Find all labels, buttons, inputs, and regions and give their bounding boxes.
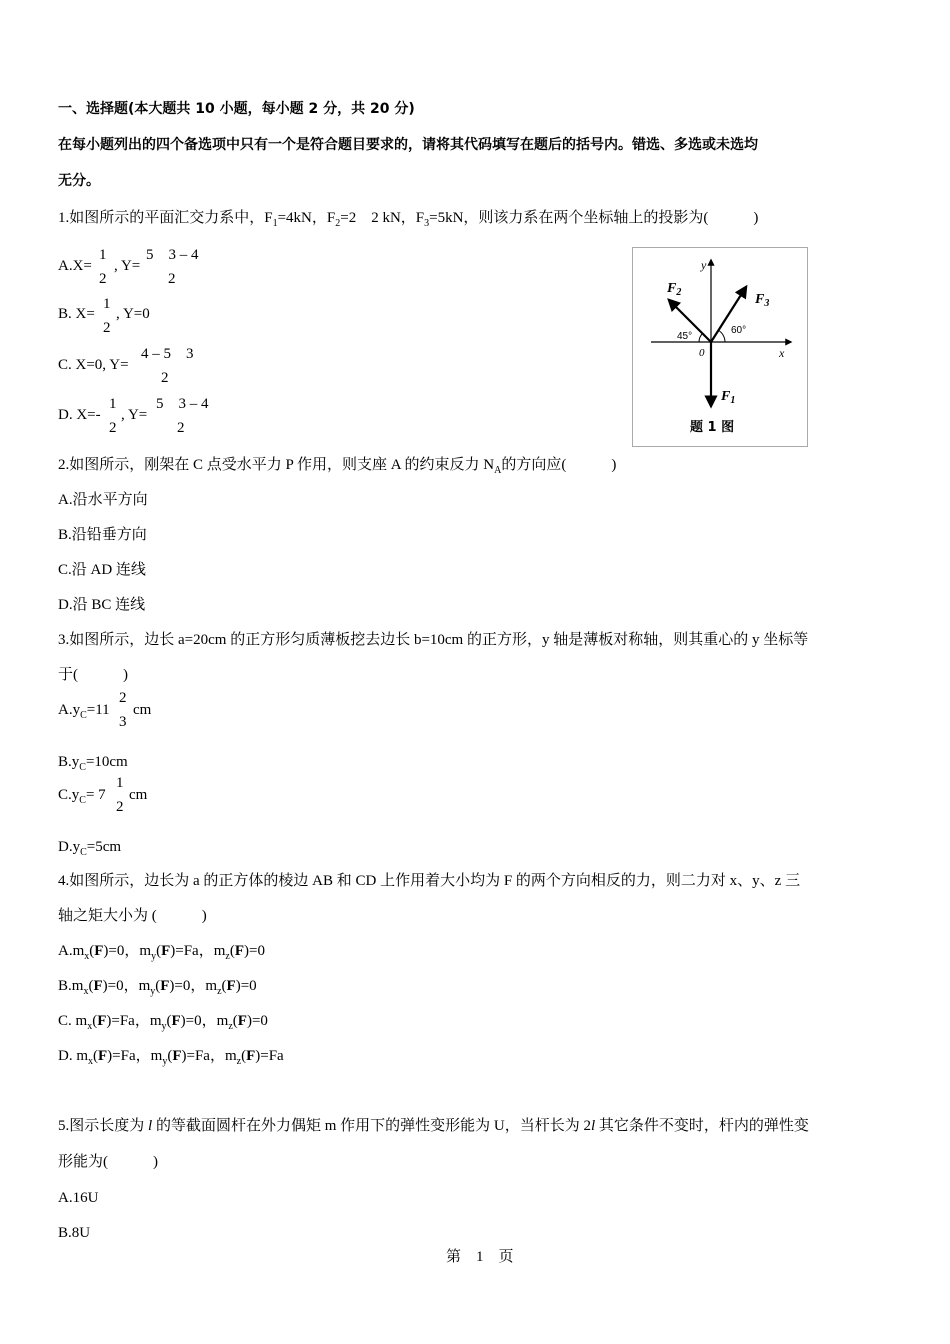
f3-label: $F_3$ bbox=[755, 292, 770, 309]
q3-a-den: 3 bbox=[119, 714, 127, 730]
q1-sub1: 1 bbox=[272, 218, 278, 229]
q3-stem-line-1: 3.如图所示，边长 a=20cm 的正方形匀质薄板挖去边长 b=10cm 的正方形，y 轴是薄板对称轴，则其重心的 y 坐标等 bbox=[58, 632, 809, 648]
q1-b-tail: , Y=0 bbox=[116, 306, 150, 322]
q4-option-b: $B.m_x(F)=0$，$m_y(F)=0$，$m_z(F)=0$ bbox=[58, 978, 257, 997]
q1-d-lead: D. X=- bbox=[58, 407, 101, 423]
q3-option-d: $D.y_C=5cm$ bbox=[58, 839, 122, 858]
angle-45-label: 45° bbox=[677, 331, 693, 342]
q1-a-mid: , Y= bbox=[114, 258, 141, 274]
q3-c-den: 2 bbox=[116, 799, 124, 815]
q3-c-num: 1 bbox=[116, 775, 124, 791]
q1-sub3: 3 bbox=[424, 218, 430, 229]
q1-d-mid: , Y= bbox=[121, 407, 148, 423]
q2-stem bbox=[58, 455, 616, 475]
angle-arc-right bbox=[718, 330, 725, 342]
q5-stem-line-1: 5.图示长度为 l 的等截面圆杆在外力偶矩 m 作用下的弹性变形能为 U，当杆长为 2l 其它条件不变时，杆内的弹性变 bbox=[58, 1118, 809, 1134]
q1-d-den1: 2 bbox=[109, 420, 117, 436]
section-title: 一、选择题(本大题共 10 小题，每小题 2 分，共 20 分) bbox=[58, 101, 415, 117]
angle-60-label: 60° bbox=[731, 325, 747, 336]
q5-option-b: B.8U bbox=[58, 1225, 91, 1241]
q4-stem-line-1: 4.如图所示，边长为 a 的正方体的棱边 AB 和 CD 上作用着大小均为 F 的两个方向相反的力，则二力对 x、y、z 三 bbox=[58, 873, 801, 889]
q1-stem bbox=[58, 208, 758, 228]
q1-d-den2: 2 bbox=[177, 420, 185, 436]
q4-option-a: $A.m_x(F)=0$，$m_y(F)=Fa$，$m_z(F)=0$ bbox=[58, 943, 265, 962]
q1-sub2: 2 bbox=[335, 218, 341, 229]
q5-option-a: A.16U bbox=[58, 1190, 99, 1206]
q2-option-b: B.沿铅垂方向 bbox=[58, 527, 147, 543]
q1-figure bbox=[632, 247, 808, 447]
q2-option-a: A.沿水平方向 bbox=[58, 492, 148, 508]
q1-stem-a: 1.如图所示的平面汇交力系中，F bbox=[58, 210, 273, 226]
q3-option-b: $B.y_C=10cm$ bbox=[58, 754, 128, 773]
q1-b-den1: 2 bbox=[103, 320, 111, 336]
q1-b-lead: B. X= bbox=[58, 306, 95, 322]
q2-sub: A bbox=[494, 465, 502, 476]
f2-label: $F_2$ bbox=[667, 281, 682, 298]
q5-stem-line-2: 形能为( ) bbox=[58, 1154, 158, 1170]
q1-stem-c: =2 2 kN，F bbox=[340, 210, 425, 226]
q1-c-num: 4 – 5 3 bbox=[141, 346, 194, 362]
q2-option-d: D.沿 BC 连线 bbox=[58, 597, 146, 613]
q1-c-lead: C. X=0, Y= bbox=[58, 357, 129, 373]
instruction-line-2: 无分。 bbox=[58, 173, 100, 189]
page-number-footer: 第 1 页 bbox=[446, 1249, 514, 1265]
q2-stem-a: 2.如图所示，刚架在 C 点受水平力 P 作用，则支座 A 的约束反力 N bbox=[58, 457, 495, 473]
force-diagram bbox=[633, 248, 807, 446]
q1-a-lead: A.X= bbox=[58, 258, 92, 274]
q1-stem-b: =4kN，F bbox=[277, 210, 336, 226]
q1-a-num2: 5 3 – 4 bbox=[146, 247, 199, 263]
q1-a-den2: 2 bbox=[168, 271, 176, 287]
y-label: y bbox=[701, 258, 707, 272]
q4-option-d: D. $m_x(F)=Fa$，$m_y(F)=Fa$，$m_z(F)=Fa$ bbox=[58, 1048, 284, 1067]
f1-label: $F_1$ bbox=[721, 389, 736, 406]
q3-a-num: 2 bbox=[119, 690, 127, 706]
q1-a-den1: 2 bbox=[99, 271, 107, 287]
origin-label: 0 bbox=[699, 347, 705, 359]
q1-stem-d: =5kN，则该力系在两个坐标轴上的投影为( ) bbox=[429, 210, 759, 226]
q1-a-num1: 1 bbox=[99, 247, 107, 263]
q3-stem-line-2: 于( ) bbox=[58, 667, 128, 683]
instruction-line-1: 在每小题列出的四个备选项中只有一个是符合题目要求的，请将其代码填写在题后的括号内。错选、多选或未选均 bbox=[58, 137, 758, 153]
q2-stem-b: 的方向应( ) bbox=[501, 457, 617, 473]
q3-a-unit: cm bbox=[133, 702, 152, 718]
angle-arc-left bbox=[699, 334, 703, 343]
x-label: x bbox=[779, 346, 785, 360]
q1-c-den: 2 bbox=[161, 370, 169, 386]
q1-b-num1: 1 bbox=[103, 296, 111, 312]
q3-c-text: $C.y_C= 7$ bbox=[58, 787, 106, 806]
q2-option-c: C.沿 AD 连线 bbox=[58, 562, 146, 578]
q4-stem-line-2: 轴之矩大小为 ( ) bbox=[58, 908, 207, 924]
q1-d-num1: 1 bbox=[109, 396, 117, 412]
q1-d-num2: 5 3 – 4 bbox=[156, 396, 209, 412]
q3-a-text: $A.y_C=11$ bbox=[58, 702, 110, 721]
q4-option-c: C. $m_x(F)=Fa$，$m_y(F)=0$，$m_z(F)=0$ bbox=[58, 1013, 268, 1032]
q3-c-unit: cm bbox=[129, 787, 148, 803]
figure-caption: 题 1 图 bbox=[690, 420, 735, 435]
